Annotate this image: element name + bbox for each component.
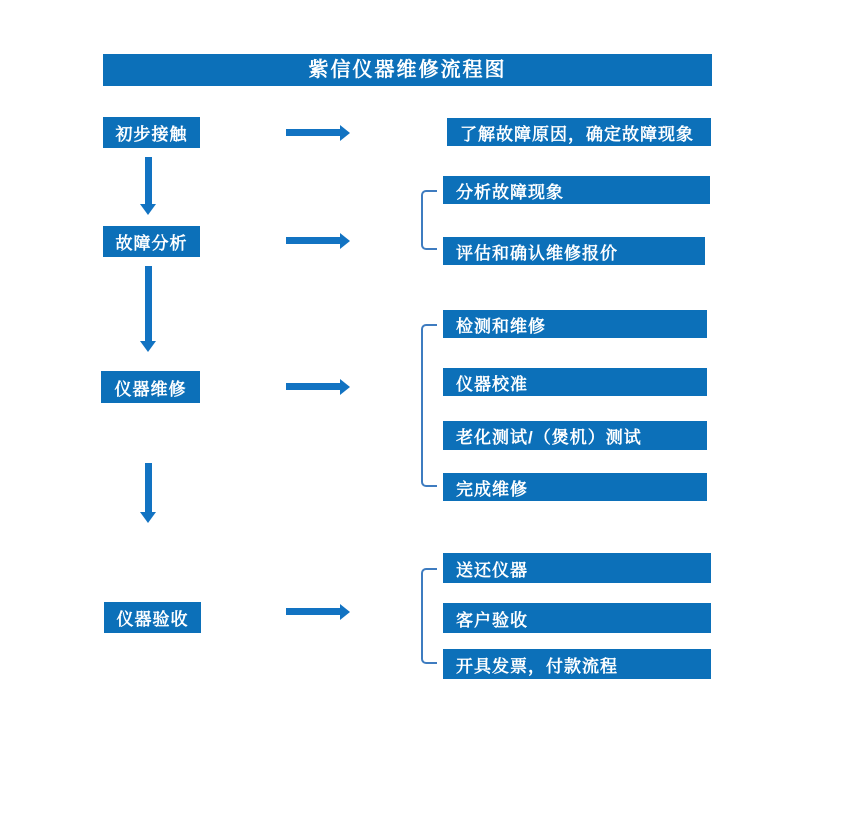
arrow-stem [286, 383, 341, 390]
down-arrow-icon [140, 463, 157, 523]
arrow-head [340, 379, 350, 395]
output-box [447, 118, 711, 146]
arrow-stem [145, 266, 152, 342]
output-label: 老化测试/（煲机）测试 [456, 428, 642, 447]
output-label: 客户验收 [456, 610, 528, 630]
arrow-stem [286, 129, 341, 136]
output-box [443, 368, 707, 396]
arrow-stem [145, 157, 152, 205]
arrow-stem [145, 463, 152, 513]
arrow-head [340, 233, 350, 249]
down-arrow-icon [140, 266, 157, 352]
output-box [443, 421, 707, 450]
arrow-head [140, 512, 156, 523]
output-label: 完成维修 [456, 479, 528, 499]
output-label: 开具发票，付款流程 [456, 656, 618, 676]
output-box [443, 176, 710, 204]
stage-box-fault-analysis [103, 226, 200, 257]
stage-label: 故障分析 [115, 234, 188, 253]
output-label: 送还仪器 [456, 560, 528, 580]
stage-box-initial-contact [103, 117, 200, 148]
output-box [443, 310, 707, 338]
group-bracket [421, 190, 437, 250]
output-box [443, 237, 705, 265]
stage-label: 仪器验收 [116, 610, 189, 629]
arrow-stem [286, 608, 341, 615]
output-box [443, 473, 707, 501]
stage-box-instrument-acceptance [104, 602, 201, 633]
arrow-head [140, 341, 156, 352]
right-arrow-icon [286, 604, 350, 620]
right-arrow-icon [286, 233, 350, 249]
output-label: 仪器校准 [456, 374, 528, 394]
arrow-head [340, 604, 350, 620]
stage-label: 初步接触 [115, 125, 188, 144]
right-arrow-icon [286, 379, 350, 395]
output-label: 了解故障原因，确定故障现象 [460, 124, 694, 144]
output-label: 评估和确认维修报价 [456, 243, 618, 263]
stage-label: 仪器维修 [114, 379, 187, 399]
arrow-stem [286, 237, 341, 244]
output-label: 检测和维修 [456, 316, 546, 336]
down-arrow-icon [140, 157, 157, 215]
output-box [443, 603, 711, 633]
stage-box-instrument-repair [101, 371, 200, 403]
arrow-head [140, 204, 156, 215]
flowchart-title: 紫信仪器维修流程图 [103, 54, 712, 86]
output-box [443, 649, 711, 679]
right-arrow-icon [286, 125, 350, 141]
output-label: 分析故障现象 [456, 182, 564, 202]
group-bracket [421, 324, 437, 487]
group-bracket [421, 568, 437, 664]
arrow-head [340, 125, 350, 141]
output-box [443, 553, 711, 583]
